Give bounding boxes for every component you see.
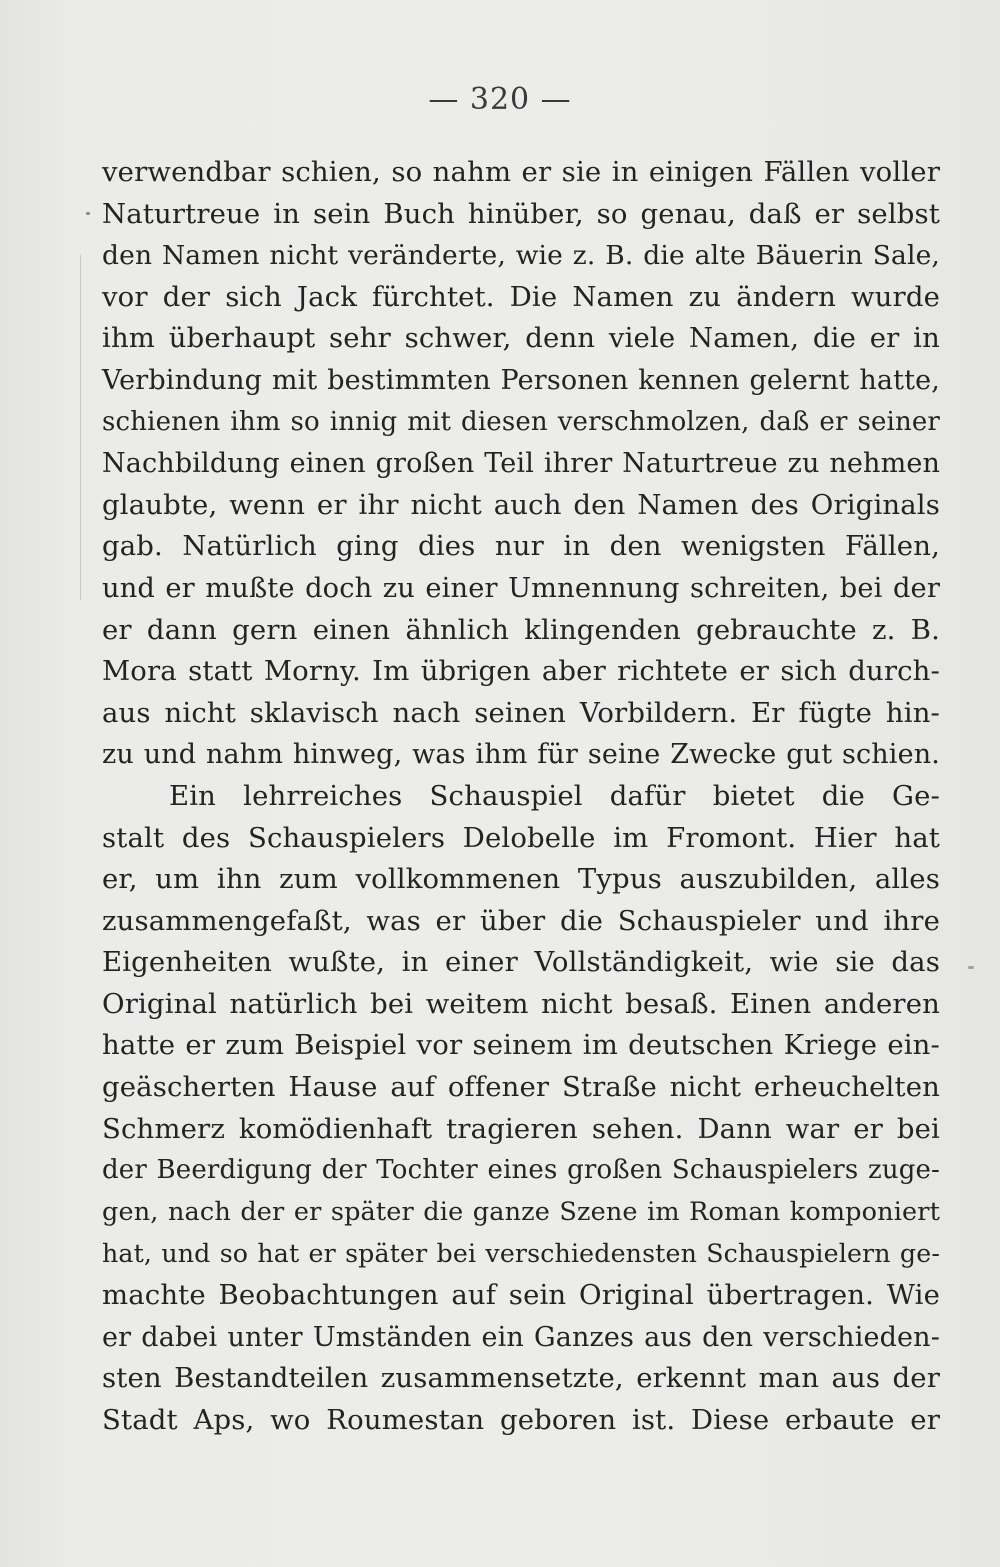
text-line: zu und nahm hinweg, was ihm für seine Zwecke gut schien. (102, 739, 940, 771)
text-line: der Beerdigung der Tochter eines großen Schauspielers zuge- (102, 1155, 940, 1186)
text-line: ihm überhaupt sehr schwer, denn viele Namen, die er in (102, 322, 940, 355)
text-line: Eigenheiten wußte, in einer Vollständigkeit, wie sie das (102, 946, 940, 979)
text-line: geäscherten Hause auf offener Straße nicht erheuchelten (102, 1071, 940, 1104)
text-line: Original natürlich bei weitem nicht besaß. Einen anderen (102, 987, 940, 1020)
margin-mark (86, 212, 90, 215)
text-line: er dabei unter Umständen ein Ganzes aus den verschieden- (102, 1321, 940, 1353)
text-line: Mora statt Morny. Im übrigen aber richtete er sich durch- (102, 655, 940, 688)
text-line: und er mußte doch zu einer Umnennung schreiten, bei der (102, 572, 940, 604)
text-line: aus nicht sklavisch nach seinen Vorbildern. Er fügte hin- (102, 696, 940, 729)
text-line: den Namen nicht veränderte, wie z. B. die alte Bäuerin Sale, (102, 240, 940, 272)
text-line: Verbindung mit bestimmten Personen kennen gelernt hatte, (102, 364, 940, 396)
text-line: hatte er zum Beispiel vor seinem im deutschen Kriege ein- (102, 1029, 940, 1062)
text-line: gab. Natürlich ging dies nur in den wenigsten Fällen, (102, 530, 940, 563)
text-line: hat, und so hat er später bei verschiedensten Schauspielern ge- (102, 1239, 940, 1269)
text-line: er dann gern einen ähnlich klingenden gebrauchte z. B. (102, 613, 940, 646)
text-line: gen, nach der er später die ganze Szene im Roman komponiert (102, 1196, 940, 1227)
text-line: machte Beobachtungen auf sein Original übertragen. Wie (102, 1279, 940, 1312)
text-line: zusammengefaßt, was er über die Schauspieler und ihre (102, 904, 940, 937)
text-line: vor der sich Jack fürchtet. Die Namen zu ändern wurde (102, 280, 940, 313)
text-line: stalt des Schauspielers Delobelle im Fromont. Hier hat (102, 821, 940, 854)
paragraph-start-line: Ein lehrreiches Schauspiel dafür bietet die Ge- (169, 779, 940, 812)
margin-mark-right (968, 966, 974, 969)
text-line: Stadt Aps, wo Roumestan geboren ist. Diese erbaute er (102, 1403, 940, 1436)
text-line: sten Bestandteilen zusammensetzte, erkennt man aus der (102, 1362, 940, 1395)
margin-pencil-line (80, 255, 81, 600)
text-line: Schmerz komödienhaft tragieren sehen. Dann war er bei (102, 1112, 940, 1145)
page-number-header: — 320 — (428, 82, 572, 117)
text-line: Naturtreue in sein Buch hinüber, so genau, daß er selbst (102, 197, 940, 230)
text-line: er, um ihn zum vollkommenen Typus auszubilden, alles (102, 863, 940, 896)
body-text (102, 152, 940, 1441)
text-line: Nachbildung einen großen Teil ihrer Naturtreue zu nehmen (102, 448, 940, 480)
text-line: verwendbar schien, so nahm er sie in einigen Fällen voller (102, 156, 940, 188)
text-line: glaubte, wenn er ihr nicht auch den Namen des Originals (102, 488, 940, 521)
text-line: schienen ihm so innig mit diesen verschmolzen, daß er seiner (102, 406, 940, 437)
